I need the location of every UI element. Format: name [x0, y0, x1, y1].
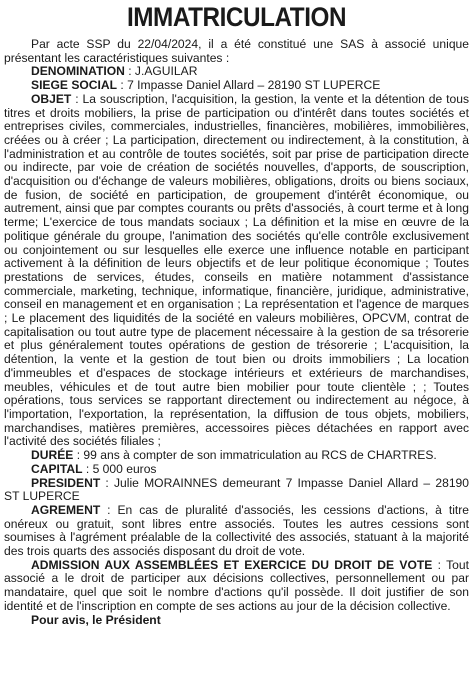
agrement-label: AGREMENT — [31, 502, 101, 517]
capital-label: CAPITAL — [31, 461, 83, 476]
siege-line — [4, 79, 469, 93]
intro-paragraph: Par acte SSP du 22/04/2024, il a été constitué une SAS à associé unique présentant les caractéristiques suivantes : — [4, 37, 469, 65]
objet-paragraph — [4, 93, 469, 449]
admission-label: ADMISSION AUX ASSEMBLÉES ET EXERCICE DU DROIT DE VOTE — [31, 557, 433, 572]
siege-label: SIEGE SOCIAL — [31, 78, 118, 93]
capital-value: : 5 000 euros — [82, 461, 157, 476]
duree-value: : 99 ans à compter de son immatriculation au RCS de CHARTRES. — [73, 448, 437, 463]
admission-value: : Tout associé a le droit de participer aux décisions collectives, personnellement ou par mandataire, quel que soit le nombre d'actions qu'il possède. Il doit justifier de son identité et de l'inscription en compte de ses actions au jour de la décision collective. — [4, 557, 469, 613]
objet-label: OBJET — [31, 91, 72, 106]
notice-title: IMMATRICULATION — [126, 2, 347, 32]
president-line — [4, 477, 469, 504]
duree-line — [4, 449, 469, 463]
agrement-paragraph — [4, 504, 469, 559]
admission-paragraph — [4, 559, 469, 614]
president-label: PRESIDENT — [31, 475, 101, 490]
siege-value: : 7 Impasse Daniel Allard – 28190 ST LUPERCE — [117, 78, 381, 93]
capital-line — [4, 463, 469, 477]
denomination-line — [4, 65, 469, 79]
president-value: : Julie MORAINNES demeurant 7 Impasse Daniel Allard – 28190 ST LUPERCE — [4, 475, 469, 504]
denomination-label: DENOMINATION — [31, 64, 125, 79]
signature-line: Pour avis, le Président — [31, 612, 161, 627]
objet-value: : La souscription, l'acquisition, la gestion, la vente et la détention de tous titres et droits mobiliers, la prise de participation ou d'intérêt dans toutes sociétés et entreprises civiles, commerciales, industrielles, financières, mobilières, immobilières, créées ou à créer ; La participation, directement ou indirectement, à la constitution, à l'administration et au contrôle de toutes sociétés, soit par prise de participation directe ou indirecte, par voie de création de sociétés nouvelles, d'apports, de souscription, d'acquisition ou d'échange de valeurs mobilières, obligations, droits ou biens sociaux, de fusion, de société en participation, de groupement d'intérêt économique, ou autrement, ainsi que par comptes courants ou prêts d'associés, à court terme et à long terme; L'exercice de tous mandats sociaux ; La définition et la mise en œuvre de la politique générale du groupe, l'animation des sociétés qu'elle contrôle exclusivement ou conjointement ou sur lesquelles elle exerce une influence notable en participant activement à la définition de leurs objectifs et de leur politique économique ; Toutes prestations de services, études, conseils en matière notamment d'assistance commerciale, marketing, technique, informatique, financière, juridique, administrative, conseil en management et en organisation ; La représentation et l'agence de marques ; Le placement des liquidités de la société en valeurs mobilières, OPCVM, contrat de capitalisation ou tout autre type de placement nécessaire à la gestion de sa trésorerie et plus généralement toutes opérations de gestion de trésorerie ; L'acquisition, la détention, la vente et la gestion de tout bien ou droits immobiliers ; La location d'immeubles et d'espaces de stockage intérieurs et extérieurs de marchandises, meubles, véhicules et de tout autre bien mobilier pour toute clientèle ; ; Toutes opérations, tous services se rapportant directement ou indirectement au négoce, à l'importation, l'exportation, la représentation, la diffusion de tous objets, mobiliers, marchandises, matières premières, accessoires pièces détachées en rapport avec l'activité des sociétés filiales ; — [4, 91, 469, 449]
denomination-value: : J.AGUILAR — [124, 64, 198, 79]
duree-label: DURÉE — [31, 448, 74, 463]
agrement-value: : En cas de pluralité d'associés, les cessions d'actions, à titre onéreux ou gratuit, sont libres entre associés. Toutes les autres cessions sont soumises à l'agrément préalable de la collectivité des associés, statuant à la majorité des trois quarts des associés disposant du droit de vote. — [4, 502, 469, 559]
